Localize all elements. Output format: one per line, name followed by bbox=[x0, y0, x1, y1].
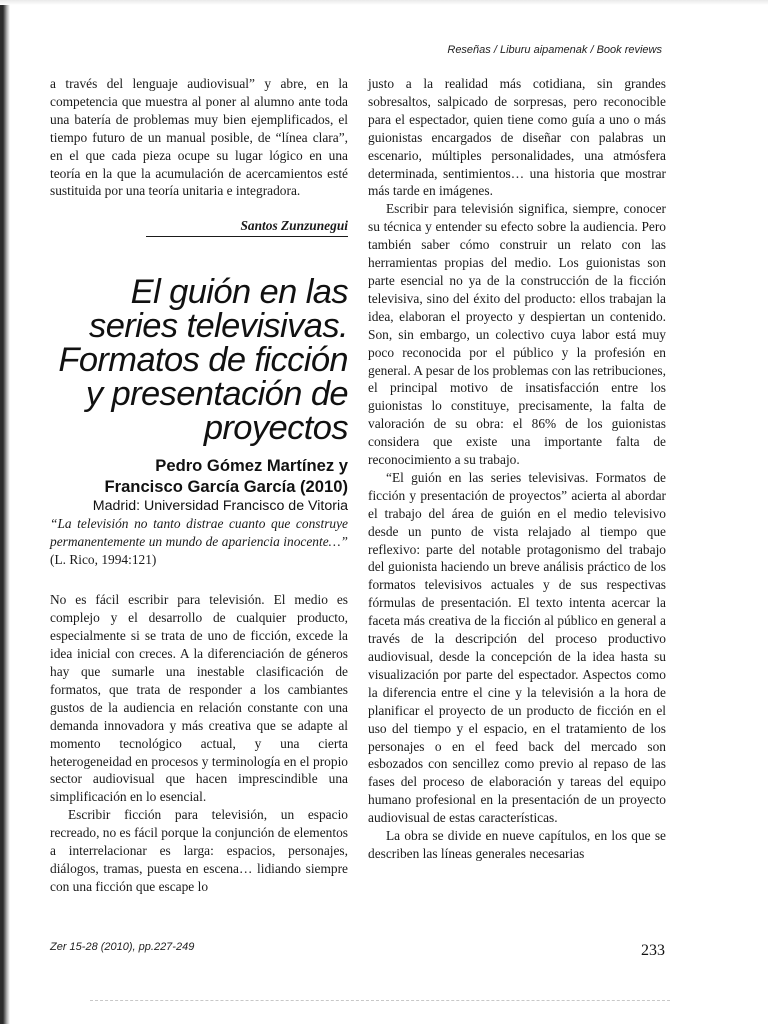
right-column bbox=[368, 75, 666, 863]
left-column bbox=[50, 75, 348, 896]
epigraph-quote: “La televisión no tanto distrae cuanto que construye permanentemente un mundo de apariencia inocente…” bbox=[50, 516, 348, 550]
book-publisher: Madrid: Universidad Francisco de Vitoria bbox=[92, 498, 348, 515]
review-paragraph: La obra se divide en nueve capítulos, en los que se describen las líneas generales necesarias bbox=[368, 828, 666, 861]
epigraph-citation: (L. Rico, 1994:121) bbox=[50, 552, 157, 568]
author-1: Pedro Gómez Martínez y bbox=[155, 456, 348, 476]
epigraph bbox=[50, 515, 348, 569]
book-title: El guión en las series televisivas. Formatos de ficción y presentación de proyectos bbox=[58, 273, 348, 448]
journal-reference: Zer 15-28 (2010), pp.227-249 bbox=[50, 941, 195, 953]
book-authors bbox=[50, 455, 348, 497]
review-paragraph: “El guión en las series televisivas. Formatos de ficción y presentación de proyectos” acierta al abordar el trabajo del área de guión en el medio televisivo desde un punto de vista relajado al tiempo que reflexivo: parte del notable protagonismo del trabajo del guionista haciendo un breve análisis práctico de los formatos televisivos actuales y de sus respectivas fórmulas de presentación. El texto intenta acercar la faceta más creativa de la ficción al público en general a través de la descripción del proceso productivo audiovisual, desde la concepción de la idea hasta su visualización por parte del espectador. Aspectos como la diferencia entre el cine y la televisión a la hora de planificar el proyecto de un producto de ficción en el uso del tiempo y el espacio, en el tratamiento de los personajes o en el feed back del mercado son esbozados con sencillez como previo al repaso de las fases del proceso de elaboración y tareas del equipo humano profesional en la presentación de un proyecto audiovisual de estas características. bbox=[368, 469, 666, 826]
page-bottom-edge bbox=[90, 1000, 670, 1002]
page-number: 233 bbox=[641, 942, 665, 959]
previous-review-ending: a través del lenguaje audiovisual” y abre, en la competencia que muestra al poner al alumno ante toda una batería de problemas muy bien ejemplificados, el tiempo futuro de un manual posible, de “línea clara”, en el que cada pieza ocupe su lugar lógico en una teoría en la que la acumulación de acercamientos esté sustituida por una teoría unitaria e integradora. bbox=[50, 76, 348, 199]
running-head: Reseñas / Liburu aipamenak / Book reviews bbox=[447, 44, 662, 56]
review-paragraph: justo a la realidad más cotidiana, sin grandes sobresaltos, salpicado de sorpresas, pero reconocible para el espectador, quien tiene como guía a uno o más guionistas encargados de diseñar con palabras un escenario, múltiples personalidades, una atmósfera determinada, sentimientos… una historia que mostrar más tarde en imágenes. bbox=[368, 76, 666, 199]
review-paragraph: No es fácil escribir para televisión. El medio es complejo y el desarrollo de cualquier producto, especialmente si se trata de uno de ficción, excede la idea inicial con creces. A la diferenciación de géneros hay que sumarle una inestable clasificación de formatos, que trata de responder a los cambiantes gustos de la audiencia en relación constante con una demanda innovadora y más creativa que se adapte al momento tecnológico actual, y una cierta heterogeneidad en procesos y terminología en el propio sector audiovisual que hacen imprescindible una simplificación en lo esencial. bbox=[50, 592, 348, 805]
review-paragraph: Escribir ficción para televisión, un espacio recreado, no es fácil porque la conjunción de elementos a interrelacionar es larga: espacios, personajes, diálogos, tramas, puesta en escena… lidiando siempre con una ficción que escape lo bbox=[50, 807, 348, 894]
author-2-year: Francisco García García (2010) bbox=[104, 477, 348, 497]
review-paragraph: Escribir para televisión significa, siempre, conocer su técnica y entender su efecto sobre la audiencia. Pero también saber cómo construir un relato con las herramientas propias del medio. Los guionistas son parte esencial no ya de la construcción de la ficción televisiva, sino del éxito del producto: ellos trabajan la idea, elaboran el proyecto y despiertan un contenido. Son, sin embargo, un colectivo cuya labor está muy poco reconocida por el público y la profesión en general. A pesar de los problemas con las retribuciones, el principal motivo de insatisfacción entre los guionistas lo constituye, precisamente, la falta de valoración de su obra: el 86% de los guionistas considera que existe una importante falta de reconocimiento a su trabajo. bbox=[368, 201, 666, 468]
reviewer-signature: Santos Zunzunegui bbox=[146, 217, 348, 237]
scan-shadow-edge bbox=[0, 0, 10, 1024]
page-top-edge bbox=[0, 0, 768, 5]
